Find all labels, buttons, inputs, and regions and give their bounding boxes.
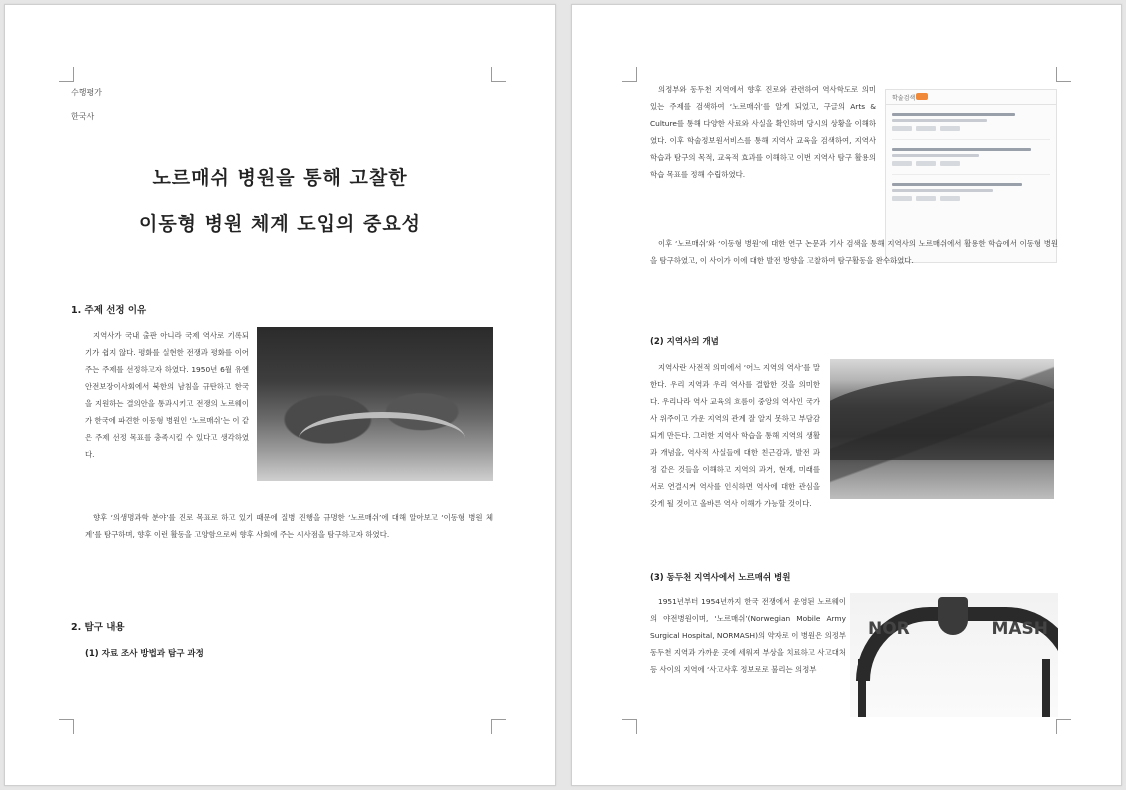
margin-corner-bottom-left bbox=[622, 719, 637, 734]
margin-corner-top-right bbox=[491, 67, 506, 82]
document-title-line-2: 이동형 병원 체계 도입의 중요성 bbox=[138, 213, 422, 235]
document-title-line-1: 노르매쉬 병원을 통해 고찰한 bbox=[152, 167, 408, 189]
section-heading-research: 2. 탐구 내용 bbox=[71, 622, 125, 633]
subheading-normash-dongducheon: (3) 동두천 지역사에서 노르매쉬 병원 bbox=[650, 573, 791, 583]
margin-corner-top-left bbox=[59, 67, 74, 82]
paragraph-career-motivation: 향후 ‘의생명과학 분야’를 진로 목표로 하고 있기 때문에 질병 진행을 규명한 ‘노르매쉬’에 대해 알아보고 ‘이동형 병원 체계’를 탐구하며, 향후 이런 활동을 고양함으로써 향후 사회에 주는 시사점을 탐구하고자 하였다. bbox=[85, 513, 493, 539]
subheading-research-method: (1) 자료 조사 방법과 탐구 과정 bbox=[85, 649, 204, 659]
paragraph-normash-history: 1951년부터 1954년까지 한국 전쟁에서 운영된 노르웨이의 야전병원이며, ‘노르매쉬’(Norwegian Mobile Army Surgical Hospital, NORMASH)의 약자로 이 병원은 의정부 동두천 지역과 가까운 곳에 세워져 부상을 치료하고 사고대처 등 사이의 지역에 ‘사고사후 정보로로 불리는 의정부 bbox=[650, 597, 846, 674]
margin-corner-bottom-right bbox=[491, 719, 506, 734]
valley-photo bbox=[830, 359, 1054, 499]
normash-sign-photo bbox=[850, 593, 1058, 717]
paragraph-local-history-concept: 지역사란 사전적 의미에서 ‘어느 지역의 역사’를 말한다. 우리 지역과 우리 역사를 결합한 것을 의미한다. 우리나라 역사 교육의 흐름이 중앙의 역사인 국가사 위주이고 가운 지역의 관계 잘 알지 못하고 부담감되게 만든다. 그러한 지역사 학습을 통해 지역의 생활과 개념을, 역사적 사실들에 대한 친근감과, 발전 과정 같은 것들을 이해하고 지역의 과거, 현재, 미래를 서로 연결시켜 역사를 인식하면 역사에 대한 관심을 갖게 될 것이고 올바른 역사 이해가 가능할 것이다. bbox=[650, 363, 820, 508]
paragraph-topic-reason: 지역사가 국내 출판 아니라 국제 역사로 기록되기가 쉽지 않다. 평화를 실현한 전쟁과 평화를 이어주는 주제를 선정하고자 하였다. 1950년 6월 유엔안전보장이사회에서 북한의 남침을 규탄하고 한국을 지원하는 결의안을 통과시키고 전쟁의 노르웨이가 한국에 파견한 이동형 병원인 ‘노르매쉬’는 이 같은 주제 선정 목표를 충족시킬 수 있다고 생각하였다. bbox=[85, 331, 249, 459]
meta-subject: 한국사 bbox=[71, 112, 95, 121]
archive-result bbox=[892, 148, 1050, 175]
paragraph-research-process: 의정부와 동두천 지역에서 향후 진로와 관련하여 역사학도로 의미 있는 주제를 검색하여 ‘노르매쉬’를 알게 되었고, 구글의 Arts & Culture를 통해 다양한 사료와 사실을 확인하며 당시의 상황을 이해하였다. 이후 학술정보원서비스를 통해 지역사 교육을 검색하여, 지역사 학습과 탐구의 목적, 교육적 효과를 이해하고 이번 지역사 탐구 활용의 학습 목표를 정해 수립하였다. bbox=[650, 85, 876, 179]
document-page-2 bbox=[571, 4, 1122, 786]
margin-corner-bottom-right bbox=[1056, 719, 1071, 734]
margin-corner-bottom-left bbox=[59, 719, 74, 734]
section-heading-topic-reason: 1. 주제 선정 이유 bbox=[71, 305, 147, 316]
margin-corner-top-right bbox=[1056, 67, 1071, 82]
sign-text-mash: MASH bbox=[991, 619, 1048, 639]
margin-corner-top-left bbox=[622, 67, 637, 82]
paragraph-research-summary: 이후 ‘노르매쉬’와 ‘이동형 병원’에 대한 연구 논문과 기사 검색을 통해 지역사의 노르매쉬에서 활용한 학습에서 이동형 병원을 탐구하였고, 이 사이가 이에 대한 발전 방향을 고찰하여 탐구활동을 완수하였다. bbox=[650, 239, 1058, 265]
archive-search-label: 학술검색 bbox=[892, 95, 916, 102]
sign-text-nor: NOR bbox=[868, 619, 910, 639]
archive-badge bbox=[916, 93, 928, 100]
document-page-1 bbox=[4, 4, 556, 786]
archive-result bbox=[892, 113, 1050, 140]
un-council-photo bbox=[257, 327, 493, 481]
archive-result bbox=[892, 183, 1050, 201]
subheading-local-history-concept: (2) 지역사의 개념 bbox=[650, 337, 719, 347]
meta-assignment: 수행평가 bbox=[71, 88, 102, 97]
